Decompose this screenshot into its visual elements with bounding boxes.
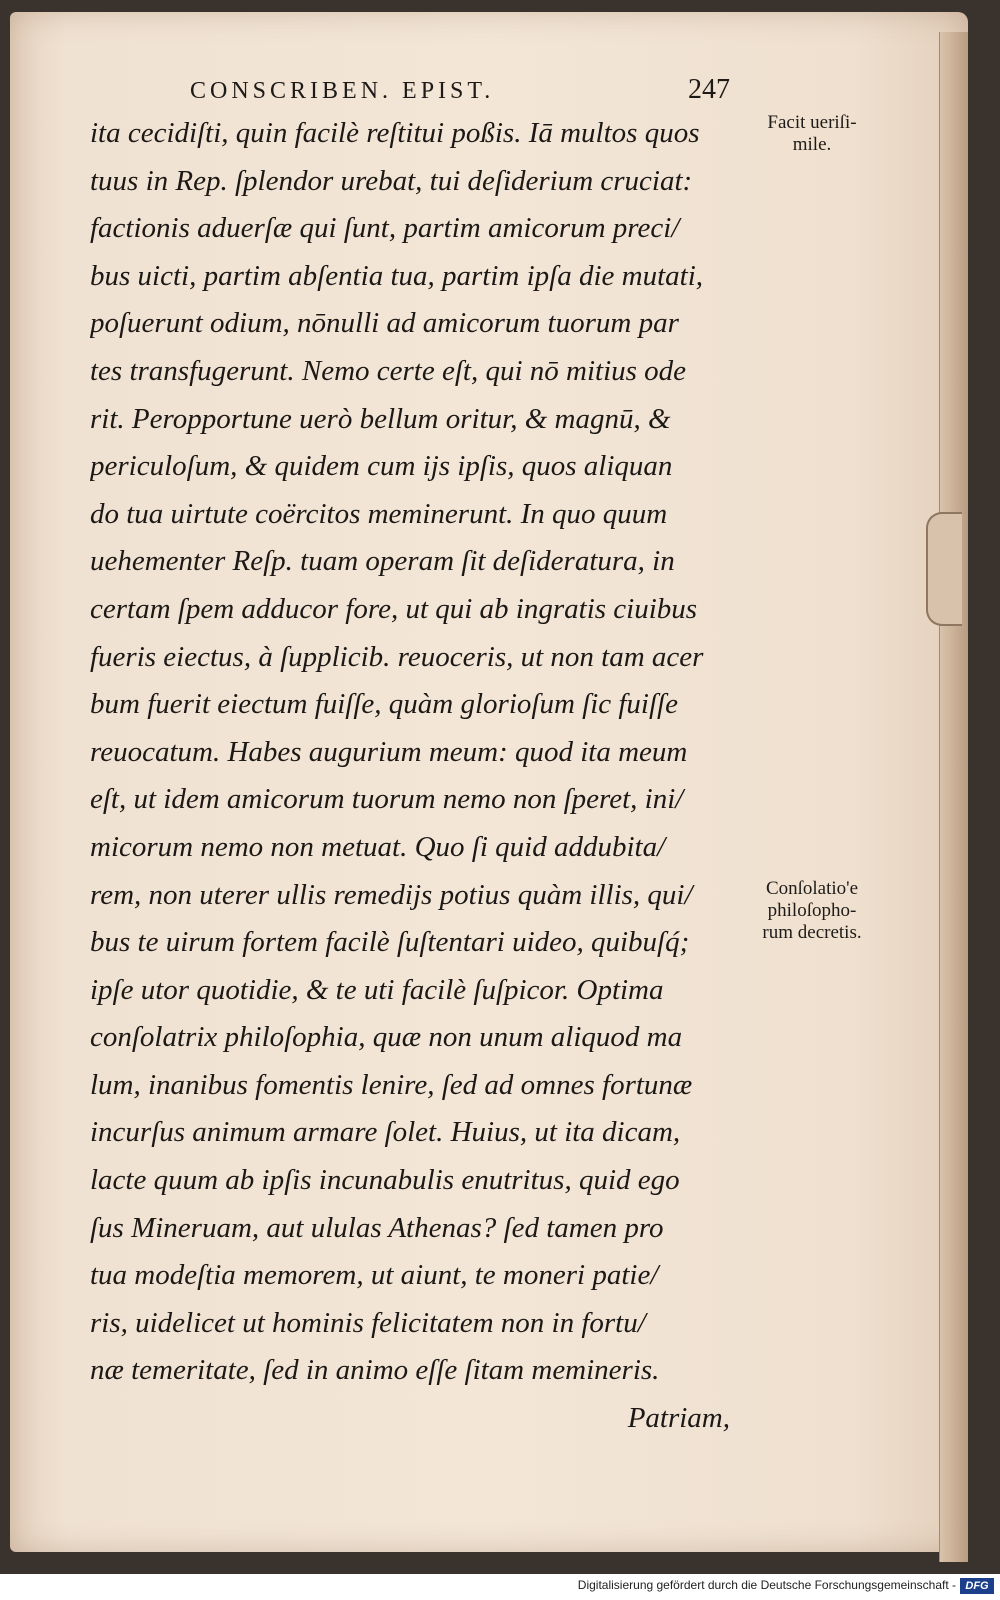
- text-line: periculoſum, & quidem cum ijs ipſis, quos aliquan: [90, 450, 673, 483]
- text-line: lacte quum ab ipſis incunabulis enutritus, quid ego: [90, 1164, 680, 1197]
- marginal-line: rum decretis.: [762, 922, 862, 943]
- text-line: conſolatrix philoſophia, quæ non unum aliquod ma: [90, 1021, 683, 1054]
- text-line: næ temeritate, ſed in animo eſſe ſitam memineris.: [90, 1354, 660, 1387]
- text-line: lum, inanibus fomentis lenire, ſed ad omnes fortunæ: [90, 1068, 693, 1101]
- main-text: [90, 110, 750, 1443]
- text-line: poſuerunt odium, nōnulli ad amicorum tuorum par: [90, 307, 679, 340]
- marginal-note-consolatio: [732, 878, 892, 944]
- text-line: reuocatum. Habes augurium meum: quod ita meum: [90, 735, 688, 768]
- catchword: Patriam,: [627, 1402, 730, 1435]
- text-line: rit. Peropportune uerò bellum oritur, & magnū, &: [90, 402, 671, 435]
- text-line: fueris eiectus, à ſupplicib. reuoceris, ut non tam acer: [90, 640, 704, 673]
- text-line: ipſe utor quotidie, & te uti facilè ſuſpicor. Optima: [90, 973, 664, 1006]
- text-line: do tua uirtute coërcitos meminerunt. In quo quum: [90, 497, 668, 530]
- text-line: ita cecidiſti, quin facilè reſtitui poßis. Iā multos quos: [90, 117, 700, 149]
- funding-notice: Digitalisierung gefördert durch die Deutsche Forschungsgemeinschaft -: [577, 1578, 956, 1592]
- thumb-tab: [926, 512, 962, 626]
- page-edge: [939, 32, 968, 1562]
- marginal-line: philoſopho-: [767, 900, 857, 921]
- text-line: incurſus animum armare ſolet. Huius, ut ita dicam,: [90, 1116, 681, 1149]
- text-line: tuus in Rep. ſplendor urebat, tui deſiderium cruciat:: [90, 164, 693, 197]
- text-line: uehementer Reſp. tuam operam ſit deſideratura, in: [90, 545, 675, 578]
- text-line: tes transfugerunt. Nemo certe eſt, qui nō mitius ode: [90, 354, 687, 387]
- marginal-line: mile.: [792, 134, 832, 155]
- marginal-line: Facit ueriſi-: [767, 112, 857, 133]
- text-line: factionis aduerſæ qui ſunt, partim amicorum preci/: [90, 212, 680, 245]
- text-line: bum fuerit eiectum fuiſſe, quàm glorioſum ſic fuiſſe: [90, 688, 678, 721]
- running-title: CONSCRIBEN. EPIST.: [190, 78, 495, 104]
- page-number: 247: [688, 74, 730, 105]
- dfg-logo: DFG: [960, 1578, 994, 1594]
- text-line: micorum nemo non metuat. Quo ſi quid addubita/: [90, 830, 666, 863]
- text-line: bus uicti, partim abſentia tua, partim ipſa die mutati,: [90, 259, 704, 292]
- marginal-line: Conſolatio'e: [765, 878, 859, 899]
- text-line: tua modeſtia memorem, ut aiunt, te moneri patie/: [90, 1259, 659, 1292]
- marginal-note-facit: [732, 112, 892, 156]
- digitization-footer: [0, 1574, 1000, 1600]
- text-line: rem, non uterer ullis remedijs potius quàm illis, qui/: [90, 878, 693, 911]
- text-line: ris, uidelicet ut hominis felicitatem non in fortu/: [90, 1306, 646, 1339]
- running-head: [190, 74, 730, 114]
- text-line: ſus Mineruam, aut ululas Athenas? ſed tamen pro: [90, 1211, 664, 1244]
- text-line: bus te uirum fortem facilè ſuſtentari uideo, quibuſq́;: [90, 926, 690, 959]
- text-line: eſt, ut idem amicorum tuorum nemo non ſperet, ini/: [90, 783, 684, 816]
- text-line: certam ſpem adducor fore, ut qui ab ingratis ciuibus: [90, 592, 698, 625]
